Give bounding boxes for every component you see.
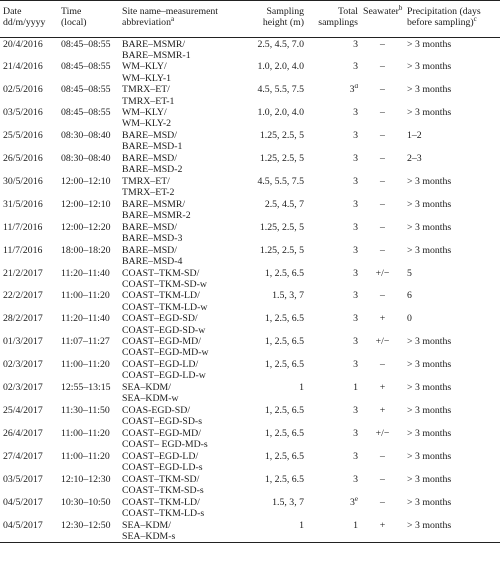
site-cell: [119, 107, 229, 130]
site-line1: TMRX–ET/: [122, 175, 170, 187]
site-line1: BARE–MSD/: [122, 244, 177, 256]
precip-cell: > 3 months: [407, 473, 452, 485]
height-cell: 1, 2.5, 6.5: [264, 359, 304, 371]
total-cell: [306, 496, 360, 519]
header-height: [229, 1, 306, 38]
header-precip-text: before sampling): [407, 17, 474, 29]
header-precip: [404, 1, 500, 38]
date-cell: 26/4/2017: [3, 427, 43, 439]
total-cell: [306, 290, 360, 313]
site-line1: WM–KLY/: [122, 61, 167, 73]
seawater-cell: –: [380, 84, 385, 96]
site-cell: [119, 473, 229, 496]
header-seawater-text: Seawater: [363, 6, 399, 17]
table-row: [0, 450, 500, 473]
seawater-cell: +: [379, 313, 386, 325]
table-row: [0, 244, 500, 267]
table-row: [0, 38, 500, 61]
site-line2: COAST–EGD-SD-s: [122, 416, 203, 428]
site-cell: [119, 519, 229, 542]
site-line1: SEA–KDM/: [122, 519, 171, 531]
time-cell: 11:00–11:20: [61, 290, 110, 302]
precip-cell: > 3 months: [407, 175, 452, 187]
site-line2: COAST–TKM-LD-w: [122, 301, 208, 313]
height-cell: 1.0, 2.0, 4.0: [257, 107, 304, 119]
site-line1: COAST–EGD-LD/: [122, 450, 199, 462]
date-cell: 02/3/2017: [3, 359, 43, 371]
site-line1: COAST–TKM-SD/: [122, 473, 200, 485]
site-cell: [119, 405, 229, 428]
site-line1: COAST–EGD-LD/: [122, 359, 199, 371]
site-line2: SEA–KDM-w: [122, 393, 179, 405]
time-cell: 12:00–12:20: [61, 221, 111, 233]
height-cell: 1: [299, 382, 304, 394]
height-cell: 1, 2.5, 6.5: [264, 405, 304, 416]
height-cell: 4.5, 5.5, 7.5: [257, 175, 304, 187]
table-row: [0, 519, 500, 542]
site-line1: COAST–EGD-MD/: [122, 336, 201, 348]
header-precip-line1: Precipitation (days: [407, 6, 481, 17]
header-site-line2: [122, 17, 227, 28]
total-value: 3: [353, 153, 358, 165]
time-cell: 12:00–12:10: [61, 198, 111, 210]
site-cell: [119, 221, 229, 244]
seawater-cell: –: [380, 496, 385, 508]
seawater-cell: –: [380, 359, 385, 371]
date-cell: 11/7/2016: [3, 244, 43, 256]
time-cell: 12:10–12:30: [61, 473, 111, 485]
site-cell: [119, 450, 229, 473]
date-cell: 31/5/2016: [3, 198, 43, 210]
total-value: 3: [353, 427, 358, 439]
height-cell: 1, 2.5, 6.5: [264, 336, 304, 348]
total-value: 3: [353, 61, 358, 73]
site-cell: [119, 313, 229, 336]
site-cell: [119, 61, 229, 84]
seawater-cell: +: [379, 382, 386, 394]
total-cell: [306, 427, 360, 450]
site-cell: [119, 382, 229, 405]
precip-cell: > 3 months: [407, 496, 452, 508]
header-seawater: [360, 1, 404, 38]
total-value: 3: [349, 496, 355, 508]
site-cell: [119, 130, 229, 153]
seawater-cell: +/−: [375, 336, 390, 348]
site-line2: BARE–MSMR-2: [122, 210, 191, 222]
site-line2: COAST–EGD-SD-w: [122, 324, 206, 336]
seawater-cell: –: [380, 175, 385, 187]
total-cell: [306, 336, 360, 359]
date-cell: 28/2/2017: [3, 313, 43, 325]
precip-cell: 5: [407, 267, 412, 279]
site-line2: BARE–MSD-1: [122, 141, 183, 153]
header-site-line1: Site name–measurement: [122, 6, 219, 17]
table-row: [0, 496, 500, 519]
total-value: 3: [353, 450, 358, 462]
total-cell: [306, 221, 360, 244]
precip-cell: > 3 months: [407, 61, 452, 73]
date-cell: 27/4/2017: [3, 450, 43, 462]
date-cell: 04/5/2017: [0, 519, 58, 542]
date-cell: 02/3/2017: [3, 382, 43, 394]
table-row: [0, 198, 500, 221]
seawater-cell: –: [380, 107, 385, 119]
total-cell: [306, 130, 360, 153]
table-row: [0, 267, 500, 290]
precip-cell: > 3 months: [407, 405, 452, 416]
table-row: [0, 153, 500, 176]
total-value: 3: [353, 267, 358, 279]
site-line2: BARE–MSD-3: [122, 232, 183, 244]
total-cell: [306, 175, 360, 198]
date-cell: 04/5/2017: [3, 496, 43, 508]
site-line2: COAST–EGD-LD-s: [122, 462, 203, 474]
site-line2: COAST– EGD-MD-s: [122, 439, 208, 451]
time-cell: 10:30–10:50: [61, 496, 111, 508]
site-line2: BARE–MSD-4: [122, 255, 183, 267]
total-cell: [306, 382, 360, 405]
time-cell: 12:00–12:10: [61, 175, 111, 187]
site-line1: COAST–EGD-MD/: [122, 427, 201, 439]
total-cell: [306, 84, 360, 107]
total-value: 3: [353, 473, 358, 485]
height-cell: 1: [229, 519, 306, 542]
header-seawater-footnote: b: [398, 4, 403, 12]
total-value: 1: [353, 519, 358, 531]
site-cell: [119, 267, 229, 290]
height-cell: 1, 2.5, 6.5: [264, 473, 304, 485]
site-line2: TMRX–ET-2: [122, 187, 175, 199]
site-line2: BARE–MSMR-1: [122, 49, 191, 61]
height-cell: 1.5, 3, 7: [272, 290, 304, 302]
precip-cell: > 3 months: [407, 427, 452, 439]
header-site: [119, 1, 229, 38]
time-cell: 08:45–08:55: [61, 84, 111, 96]
time-cell: 08:30–08:40: [61, 153, 111, 165]
header-height-line1: Sampling: [266, 6, 304, 17]
site-line2: SEA–KDM-s: [122, 530, 176, 542]
height-cell: 1.0, 2.0, 4.0: [257, 61, 304, 73]
time-cell: 08:45–08:55: [61, 107, 111, 119]
height-cell: 1.25, 2.5, 5: [259, 130, 304, 142]
date-cell: 25/5/2016: [3, 130, 43, 142]
total-value: 3: [353, 359, 358, 371]
date-cell: 26/5/2016: [3, 153, 43, 165]
table-row: [0, 107, 500, 130]
seawater-cell: –: [380, 38, 385, 50]
site-cell: [119, 38, 229, 61]
site-line2: COAST–EGD-MD-w: [122, 347, 209, 359]
site-line1: WM–KLY/: [122, 107, 167, 119]
site-cell: [119, 175, 229, 198]
precip-cell: 1–2: [407, 130, 422, 142]
header-height-line2: height (m): [262, 17, 304, 29]
site-cell: [119, 244, 229, 267]
seawater-cell: –: [380, 450, 385, 462]
seawater-cell: +: [360, 519, 404, 542]
height-cell: 1, 2.5, 6.5: [264, 313, 304, 325]
total-cell: [306, 359, 360, 382]
time-cell: 12:30–12:50: [58, 519, 119, 542]
date-cell: 11/7/2016: [3, 221, 43, 233]
table-row: [0, 336, 500, 359]
total-value: 3: [353, 290, 358, 302]
time-cell: 08:45–08:55: [61, 61, 111, 73]
date-cell: 21/4/2016: [3, 61, 43, 73]
time-cell: 11:20–11:40: [61, 267, 110, 279]
total-footnote: e: [354, 496, 358, 503]
precip-cell: > 3 months: [407, 336, 452, 348]
precip-cell: 0: [407, 313, 412, 325]
header-date: [0, 1, 58, 38]
total-cell: [306, 153, 360, 176]
header-total: [306, 1, 360, 38]
seawater-cell: –: [380, 153, 385, 165]
height-cell: 1.25, 2.5, 5: [259, 153, 304, 165]
header-date-line1: Date: [3, 6, 22, 17]
seawater-cell: –: [380, 61, 385, 73]
height-cell: 1, 2.5, 6.5: [264, 427, 304, 439]
total-value: 3: [353, 336, 358, 348]
height-cell: 4.5, 5.5, 7.5: [257, 84, 304, 96]
site-line2: WM–KLY-2: [122, 118, 172, 130]
precip-cell: > 3 months: [407, 382, 452, 394]
total-cell: [306, 405, 360, 428]
time-cell: 11:00–11:20: [61, 427, 110, 439]
table-row: [0, 427, 500, 450]
header-time: [58, 1, 119, 38]
time-cell: 11:00–11:20: [61, 359, 110, 371]
total-value: 3: [353, 313, 358, 325]
date-cell: 22/2/2017: [3, 290, 43, 302]
header-site-footnote: a: [170, 15, 175, 24]
date-cell: 30/5/2016: [3, 175, 43, 187]
site-cell: [119, 198, 229, 221]
date-cell: 21/2/2017: [3, 267, 43, 279]
table-row: [0, 61, 500, 84]
precip-cell: > 3 months: [407, 198, 452, 210]
precip-cell: > 3 months: [407, 84, 452, 96]
seawater-cell: –: [380, 290, 385, 302]
table-row: [0, 84, 500, 107]
header-seawater-line: [363, 6, 402, 17]
table-row: [0, 359, 500, 382]
site-line1: SEA–KDM/: [122, 382, 171, 394]
site-line2: COAST–TKM-SD-w: [122, 278, 207, 290]
date-cell: 25/4/2017: [3, 405, 43, 416]
header-precip-footnote: c: [473, 15, 477, 24]
height-cell: 1.25, 2.5, 5: [259, 221, 304, 233]
total-value: 3: [353, 244, 358, 256]
site-line1: COAST–TKM-LD/: [122, 496, 200, 508]
seawater-cell: –: [380, 244, 385, 256]
total-value: 3: [353, 38, 358, 50]
total-footnote: d: [354, 83, 358, 91]
table-body: [0, 38, 500, 543]
time-cell: 11:20–11:40: [61, 313, 110, 325]
table-row: [0, 130, 500, 153]
total-cell: [306, 473, 360, 496]
time-cell: 08:45–08:55: [61, 38, 111, 50]
total-cell: [306, 198, 360, 221]
total-value: 3: [353, 198, 358, 210]
site-line1: COAST–TKM-LD/: [122, 290, 200, 302]
seawater-cell: –: [380, 130, 385, 142]
height-cell: 1.5, 3, 7: [272, 496, 304, 508]
site-cell: [119, 336, 229, 359]
time-cell: 11:00–11:20: [61, 450, 110, 462]
height-cell: 2.5, 4.5, 7: [264, 198, 304, 210]
site-cell: [119, 290, 229, 313]
total-value: 3: [353, 221, 358, 233]
site-line1: BARE–MSD/: [122, 221, 177, 233]
precip-cell: 6: [407, 290, 412, 302]
table-row: [0, 382, 500, 405]
date-cell: 03/5/2016: [3, 107, 43, 119]
total-value: 3: [353, 107, 358, 119]
total-value: 3: [353, 175, 358, 187]
seawater-cell: –: [380, 198, 385, 210]
total-value: 1: [353, 382, 358, 394]
site-line1: BARE–MSD/: [122, 153, 177, 165]
site-cell: [119, 84, 229, 107]
site-line2: TMRX–ET-1: [122, 95, 175, 107]
table-row: [0, 313, 500, 336]
height-cell: 2.5, 4.5, 7.0: [257, 38, 304, 50]
site-line2: BARE–MSD-2: [122, 164, 183, 176]
height-cell: 1.25, 2.5, 5: [259, 244, 304, 256]
header-precip-line2: [407, 17, 498, 28]
site-line1: COAST–EGD-SD/: [122, 313, 198, 325]
table-header: [0, 1, 500, 38]
site-line2: COAST–TKM-LD-s: [122, 507, 205, 519]
site-cell: [119, 359, 229, 382]
seawater-cell: +/−: [375, 427, 390, 439]
site-line2: WM–KLY-1: [122, 72, 172, 84]
time-cell: 11:30–11:50: [61, 405, 110, 416]
site-line1: COAS-EGD-SD/: [122, 405, 191, 416]
site-line1: BARE–MSMR/: [122, 198, 186, 210]
total-cell: [306, 244, 360, 267]
height-cell: 1, 2.5, 6.5: [264, 450, 304, 462]
site-line1: COAST–TKM-SD/: [122, 267, 200, 279]
total-cell: [306, 450, 360, 473]
total-cell: [306, 519, 360, 542]
height-cell: 1, 2.5, 6.5: [264, 267, 304, 279]
site-cell: [119, 496, 229, 519]
precip-cell: 2–3: [407, 153, 422, 165]
table-row: [0, 290, 500, 313]
precip-cell: > 3 months: [407, 38, 452, 50]
site-line1: BARE–MSD/: [122, 130, 177, 142]
precip-cell: > 3 months: [407, 359, 452, 371]
date-cell: 03/5/2017: [3, 473, 43, 485]
date-cell: 01/3/2017: [3, 336, 43, 348]
precip-cell: > 3 months: [407, 107, 452, 119]
site-line2: COAST–EGD-LD-w: [122, 370, 206, 382]
seawater-cell: –: [380, 221, 385, 233]
precip-cell: > 3 months: [407, 221, 452, 233]
site-line1: TMRX–ET/: [122, 84, 170, 96]
seawater-cell: +: [379, 405, 386, 416]
header-time-line2: (local): [61, 17, 87, 29]
time-cell: 11:07–11:27: [61, 336, 110, 348]
time-cell: 12:55–13:15: [61, 382, 111, 394]
header-total-line1: Total: [338, 6, 358, 17]
table-row: [0, 221, 500, 244]
site-cell: [119, 153, 229, 176]
time-cell: 08:30–08:40: [61, 130, 111, 142]
header-time-line1: Time: [61, 6, 82, 17]
total-cell: [306, 38, 360, 61]
total-cell: [306, 267, 360, 290]
precip-cell: > 3 months: [407, 244, 452, 256]
date-cell: 02/5/2016: [3, 84, 43, 96]
site-line1: BARE–MSMR/: [122, 38, 186, 50]
site-line2: COAST–TKM-SD-s: [122, 484, 204, 496]
time-cell: 18:00–18:20: [61, 244, 111, 256]
total-cell: [306, 61, 360, 84]
header-total-line2: samplings: [318, 17, 358, 29]
total-value: 3: [349, 84, 355, 96]
header-row: [0, 1, 500, 38]
seawater-cell: +/−: [375, 267, 390, 279]
table-row: [0, 473, 500, 496]
total-value: 3: [353, 405, 358, 416]
header-date-line2: dd/m/yyyy: [3, 17, 46, 29]
precip-cell: > 3 months: [407, 450, 452, 462]
total-value: 3: [353, 130, 358, 142]
site-cell: [119, 427, 229, 450]
total-cell: [306, 107, 360, 130]
table-row: [0, 405, 500, 428]
precip-cell: > 3 months: [404, 519, 500, 542]
header-site-text: abbreviation: [122, 17, 171, 29]
table-row: [0, 175, 500, 198]
date-cell: 20/4/2016: [3, 38, 43, 50]
total-cell: [306, 313, 360, 336]
seawater-cell: –: [380, 473, 385, 485]
